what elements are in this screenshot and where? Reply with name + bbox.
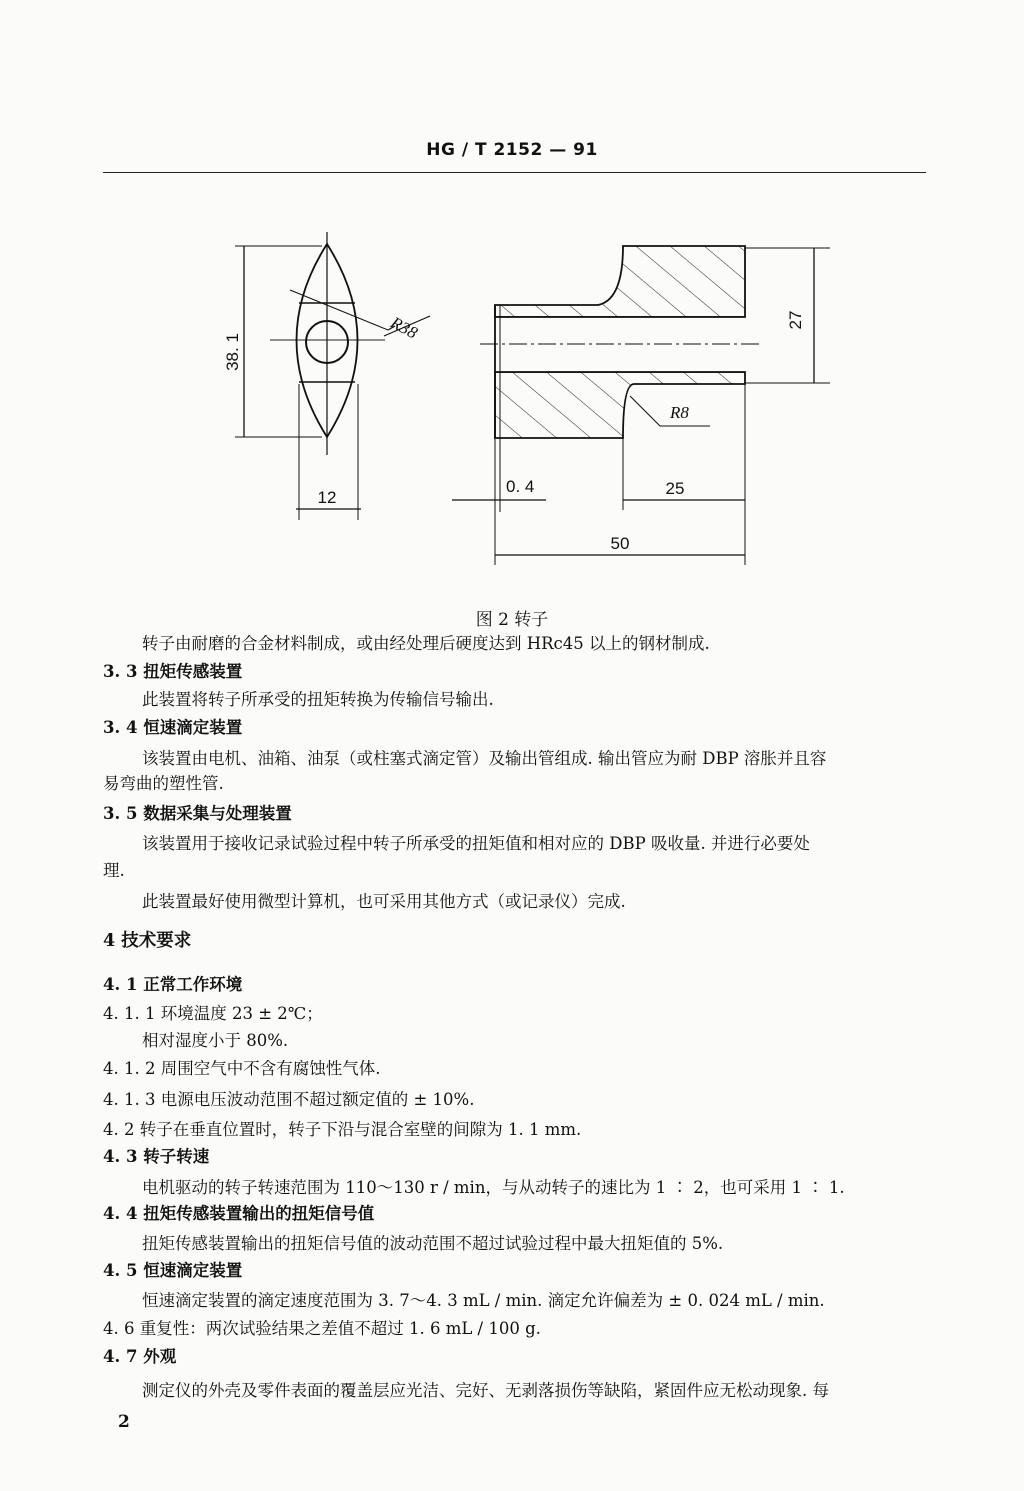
para-material: 转子由耐磨的合金材料制成，或由经处理后硬度达到 HRc45 以上的钢材制成. — [142, 634, 710, 653]
para-4-4: 扭矩传感装置输出的扭矩信号值的波动范围不超过试验过程中最大扭矩值的 5%. — [142, 1234, 724, 1253]
para-3-4-line2: 易弯曲的塑性管. — [103, 774, 224, 793]
page-number: 2 — [118, 1412, 130, 1432]
item-4-1-1: 4. 1. 1 环境温度 23 ± 2℃； — [103, 1004, 323, 1023]
item-4-1-2: 4. 1. 2 周围空气中不含有腐蚀性气体. — [103, 1059, 381, 1078]
heading-4-7: 4. 7 外观 — [103, 1347, 177, 1366]
dim-27: 27 — [786, 310, 805, 330]
dim-12: 12 — [317, 488, 337, 507]
rotor-end-view — [223, 232, 430, 520]
item-4-1-3: 4. 1. 3 电源电压波动范围不超过额定值的 ± 10%. — [103, 1090, 475, 1109]
dim-50: 50 — [610, 534, 630, 553]
heading-3-5: 3. 5 数据采集与处理装置 — [103, 804, 292, 823]
para-3-5-line2: 理. — [103, 861, 125, 880]
item-4-1-1-humidity: 相对湿度小于 80%. — [142, 1031, 289, 1050]
dim-38-1: 38. 1 — [223, 333, 242, 371]
dim-r38: R38 — [387, 312, 421, 343]
dim-25: 25 — [665, 479, 685, 498]
para-4-5: 恒速滴定装置的滴定速度范围为 3. 7～4. 3 mL / min. 滴定允许偏差为 ± 0. 024 mL / min. — [142, 1291, 825, 1310]
item-4-6: 4. 6 重复性：两次试验结果之差值不超过 1. 6 mL / 100 g. — [103, 1319, 541, 1338]
heading-4-3: 4. 3 转子转速 — [103, 1147, 210, 1166]
rotor-section-view — [452, 246, 830, 565]
para-3-5-line1: 该装置用于接收记录试验过程中转子所承受的扭矩值和相对应的 DBP 吸收量. 并进行必要处 — [142, 834, 810, 853]
para-4-3: 电机驱动的转子转速范围为 110～130 r / min，与从动转子的速比为 1 ∶ 2，也可采用 1 ∶ 1. — [142, 1178, 845, 1197]
para-4-7: 测定仪的外壳及零件表面的覆盖层应光洁、完好、无剥落损伤等缺陷，紧固件应无松动现象. 每 — [142, 1381, 829, 1400]
item-4-2: 4. 2 转子在垂直位置时，转子下沿与混合室壁的间隙为 1. 1 mm. — [103, 1120, 582, 1139]
dim-r8: R8 — [670, 403, 689, 422]
heading-3-4: 3. 4 恒速滴定装置 — [103, 718, 243, 737]
figure-caption: 图 2 转子 — [475, 610, 549, 630]
para-3-3: 此装置将转子所承受的扭矩转换为传输信号输出. — [142, 690, 494, 709]
para-3-5-line3: 此装置最好使用微型计算机，也可采用其他方式（或记录仪）完成. — [142, 892, 626, 911]
rotor-drawing — [0, 0, 1024, 600]
page-header: HG / T 2152 — 91 — [426, 140, 598, 160]
heading-3-3: 3. 3 扭矩传感装置 — [103, 662, 243, 681]
heading-4-5: 4. 5 恒速滴定装置 — [103, 1261, 243, 1280]
heading-4-1: 4. 1 正常工作环境 — [103, 975, 243, 994]
heading-4-4: 4. 4 扭矩传感装置输出的扭矩信号值 — [103, 1204, 375, 1223]
para-3-4-line1: 该装置由电机、油箱、油泵（或柱塞式滴定管）及输出管组成. 输出管应为耐 DBP 溶胀并且容 — [142, 749, 827, 768]
heading-4: 4 技术要求 — [103, 931, 192, 951]
dim-0-4: 0. 4 — [506, 477, 535, 496]
